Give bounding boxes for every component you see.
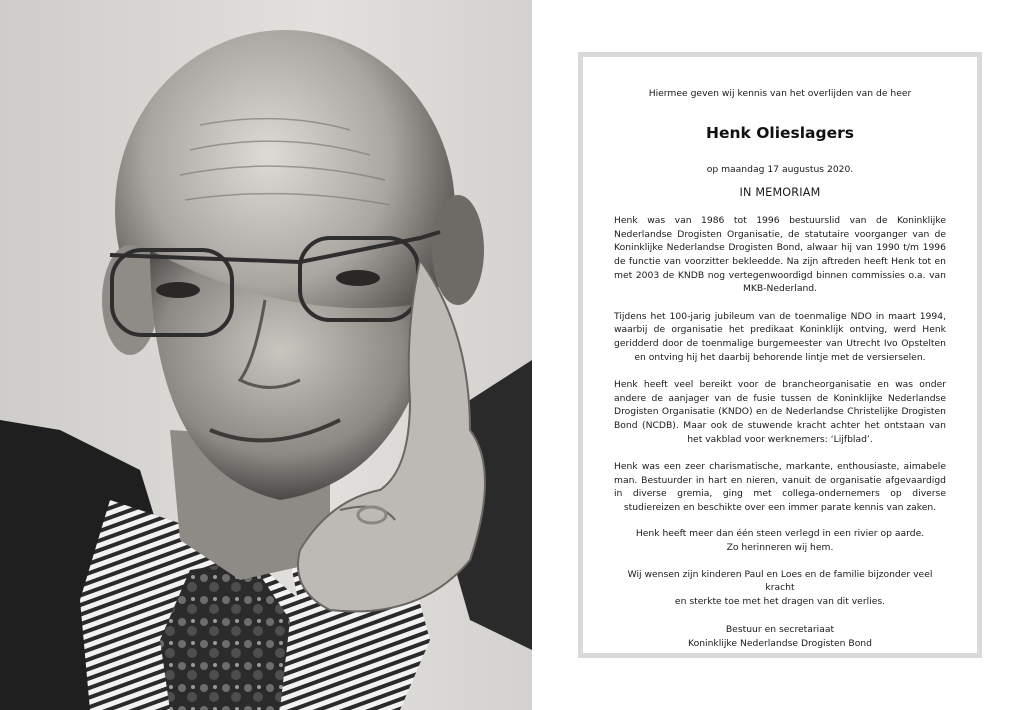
signature-organization: Koninklijke Nederlandse Drogisten Bond: [688, 638, 872, 650]
condolence-text: [614, 568, 946, 609]
condolence-line: Wij wensen zijn kinderen Paul en Loes en de familie bijzonder veel kracht: [627, 568, 933, 594]
quote-line: Zo herinneren wij hem.: [726, 542, 834, 554]
paragraph-knighthood: Tijdens het 100-jarig jubileum van de toenmalige NDO in maart 1994, waarbij de organisatie het predikaat Koninklijk ontving, werd Henk geridderd door de toenmalige burgemeester van Utrecht Ivo Opstelten en ontving hij het daarbij behorende lintje met de versierselen.: [614, 310, 946, 363]
paragraph-board-career: Henk was van 1986 tot 1996 bestuurslid van de Koninklijke Nederlandse Drogisten Organisatie, de statutaire voorganger van de Koninklijke Nederlandse Drogisten Bond, alwaar hij van 1990 t/m 1996 de functie van voorzitter bekleedde. Na zijn aftreden heeft Henk tot en met 2003 de KNDB nog vertegenwoordigd binnen commissies o.a. van MKB-Nederland.: [614, 215, 946, 295]
signature-line: Bestuur en secretariaat: [725, 624, 835, 636]
deceased-name: Henk Olieslagers: [705, 123, 854, 142]
quote-line: Henk heeft meer dan één steen verlegd in een rivier op aarde.: [635, 528, 925, 540]
paragraph-character: Henk was een zeer charismatische, markante, enthousiaste, aimabele man. Bestuurder in hart en nieren, vanuit de organisatie afgevaardigd in diverse gremia, ging met collega-ondernemers op diverse studiereizen en beschikte over een immer parate kennis van zaken.: [614, 461, 946, 513]
memoriam-heading: IN MEMORIAM: [739, 186, 821, 200]
intro-text: Hiermee geven wij kennis van het overlijden van de heer: [648, 88, 912, 99]
remembrance-quote: [614, 527, 946, 554]
memoriam-text: [583, 57, 977, 653]
memoriam-card: [578, 52, 982, 658]
condolence-line: en sterkte toe met het dragen van dit verlies.: [674, 595, 886, 607]
paragraph-achievements: Henk heeft veel bereikt voor de brancheorganisatie en was onder andere de aanjager van de fusie tussen de Koninklijke Nederlandse Drogisten Organisatie (KNDO) en de Nederlandse Christelijke Drogisten Bond (NCDB). Maar ook de stuwende kracht achter het ontstaan van het vakblad voor werknemers: ‘Lijfblad’.: [614, 379, 946, 445]
death-date: op maandag 17 augustus 2020.: [706, 163, 854, 175]
signature-block: [614, 623, 946, 650]
